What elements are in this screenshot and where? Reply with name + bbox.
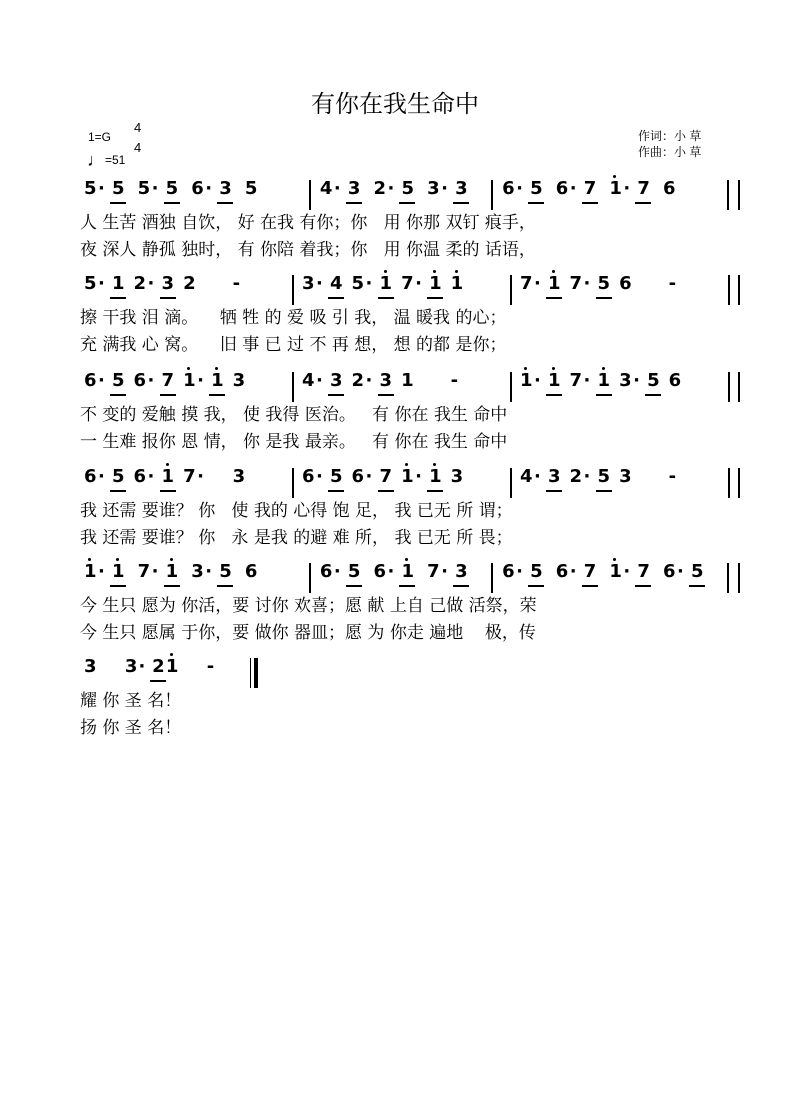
augmentation-dot: ·: [534, 466, 541, 487]
note-digit: 1: [165, 656, 179, 677]
note-digit: 4: [520, 466, 533, 487]
note-digit: 6: [191, 178, 204, 199]
note-digit: 5: [647, 370, 660, 391]
note-digit: 3: [379, 370, 393, 391]
note-digit: 7: [401, 273, 414, 294]
barline: [728, 468, 730, 498]
barline-end: [738, 372, 740, 402]
underline-beam: [528, 585, 544, 587]
underline-beam: [110, 585, 126, 587]
note-digit: 6: [133, 370, 147, 391]
augmentation-dot: ·: [98, 273, 105, 294]
augmentation-dot: ·: [633, 370, 640, 391]
barline: [309, 563, 311, 593]
note-digit: 5: [112, 370, 125, 391]
score-system: [0, 180, 790, 260]
lyric-line-1: 人 生苦 酒独 自饮， 好 在我 有你；你 用 你那 双钉 痕手，: [80, 213, 536, 233]
note-digit: 7: [637, 178, 650, 199]
note-digit: 5: [530, 178, 543, 199]
note-digit: 7: [520, 273, 533, 294]
extension-dash: -: [450, 370, 459, 391]
score-system: [0, 275, 790, 355]
score-system: [0, 468, 790, 548]
note-digit: 1: [548, 273, 561, 294]
underline-beam: [378, 394, 394, 396]
note-digit: 6: [84, 466, 97, 487]
augmentation-dot: ·: [623, 178, 631, 199]
note-digit: 3: [302, 273, 315, 294]
augmentation-dot: ·: [441, 178, 448, 199]
song-title: 有你在我生命中: [311, 90, 479, 118]
note-digit: 6: [351, 466, 365, 487]
note-digit: 7: [183, 466, 196, 487]
lyric-line-2: 夜 深人 静孤 独时， 有 你陪 着我；你 用 你温 柔的 话语，: [80, 240, 536, 260]
augmentation-dot: ·: [98, 466, 105, 487]
note-digit: 6: [555, 561, 569, 582]
underline-beam: [160, 297, 176, 299]
note-digit: 3: [347, 178, 361, 199]
underline-beam: [645, 394, 661, 396]
note-digit: 1: [165, 561, 179, 582]
augmentation-dot: ·: [365, 466, 373, 487]
note-digit: 7: [379, 466, 393, 487]
underline-beam: [689, 585, 705, 587]
barline: [728, 275, 730, 305]
final-barline-thin: [250, 658, 252, 688]
score-system: [0, 658, 790, 738]
augmentation-dot: ·: [333, 178, 341, 199]
note-digit: 6: [373, 561, 386, 582]
augmentation-dot: ·: [197, 370, 204, 391]
augmentation-dot: ·: [415, 273, 422, 294]
augmentation-dot: ·: [569, 561, 577, 582]
note-digit: 2: [183, 273, 196, 294]
note-digit: 2: [373, 178, 386, 199]
underline-beam: [635, 585, 651, 587]
augmentation-dot: ·: [147, 370, 155, 391]
barline: [728, 372, 730, 402]
barline: [491, 563, 493, 593]
note-digit: 2: [152, 656, 165, 677]
note-digit: 6: [84, 370, 97, 391]
note-digit: 1: [450, 273, 464, 294]
note-digit: 5: [137, 178, 151, 199]
augmentation-dot: ·: [316, 370, 323, 391]
note-digit: 1: [84, 561, 97, 582]
note-digit: 7: [583, 561, 597, 582]
note-digit: 1: [429, 466, 442, 487]
note-digit: 3: [232, 466, 246, 487]
augmentation-dot: ·: [98, 178, 105, 199]
note-digit: 3: [619, 466, 632, 487]
note-digit: 5: [112, 178, 125, 199]
composer-credit: 作曲：小 草: [638, 145, 702, 159]
barline: [309, 180, 311, 210]
underline-beam: [164, 202, 180, 204]
underline-beam: [150, 680, 166, 682]
time-signature-denominator: 4: [134, 140, 142, 155]
underline-beam: [635, 202, 651, 204]
note-digit: 6: [302, 466, 315, 487]
underline-beam: [217, 202, 233, 204]
note-digit: 4: [319, 178, 333, 199]
barline: [510, 275, 512, 305]
augmentation-dot: ·: [387, 561, 395, 582]
lyric-line-2: 我 还需 要谁？ 你 永 是我 的避 难 所， 我 已无 所 畏；: [80, 528, 513, 548]
underline-beam: [453, 202, 469, 204]
lyric-line-1: 擦 干我 泪 滴。 牺 牲 的 爱 吸 引 我， 温 暖我 的心；: [80, 308, 507, 328]
note-digit: 1: [520, 370, 533, 391]
underline-beam: [110, 202, 126, 204]
lyric-line-1: 耀 你 圣 名！: [80, 691, 182, 711]
note-digit: 2: [133, 273, 147, 294]
underline-beam: [582, 202, 598, 204]
note-digit: 5: [401, 178, 414, 199]
note-digit: 7: [137, 561, 151, 582]
note-digit: 1: [112, 561, 125, 582]
underline-beam: [209, 394, 225, 396]
augmentation-dot: ·: [387, 178, 395, 199]
note-digit: 1: [183, 370, 196, 391]
lyric-line-2: 今 生只 愿属 于你，要 做你 器皿；愿 为 你走 遍地 极，传: [80, 623, 536, 643]
note-digit: 3: [219, 178, 232, 199]
note-digit: 3: [161, 273, 175, 294]
underline-beam: [546, 394, 562, 396]
underline-beam: [378, 490, 394, 492]
note-digit: 6: [502, 178, 515, 199]
note-digit: 6: [133, 466, 147, 487]
note-digit: 5: [330, 466, 343, 487]
lyric-line-1: 不 变的 爱触 摸 我， 使 我得 医治。 有 你在 我生 命中: [80, 405, 508, 425]
underline-beam: [596, 490, 612, 492]
note-digit: 5: [597, 273, 611, 294]
underline-beam: [328, 297, 344, 299]
note-digit: 6: [619, 273, 632, 294]
underline-beam: [160, 490, 176, 492]
augmentation-dot: ·: [569, 178, 577, 199]
augmentation-dot: ·: [147, 273, 155, 294]
lyric-line-2: 扬 你 圣 名！: [80, 718, 182, 738]
note-digit: 3: [124, 656, 138, 677]
lyricist-credit: 作词：小 草: [638, 129, 702, 143]
augmentation-dot: ·: [623, 561, 631, 582]
augmentation-dot: ·: [197, 466, 204, 487]
barline: [292, 275, 294, 305]
note-digit: 2: [569, 466, 583, 487]
note-digit: 5: [530, 561, 543, 582]
key-signature: 1=G: [88, 130, 112, 144]
lyric-line-2: 充 满我 心 窝。 旧 事 已 过 不 再 想， 想 的都 是你；: [80, 335, 507, 355]
barline: [491, 180, 493, 210]
note-digit: 3: [548, 466, 561, 487]
final-barline-thick: [254, 658, 258, 688]
note-digit: 1: [429, 273, 442, 294]
note-digit: 1: [597, 370, 611, 391]
note-digit: 6: [502, 561, 515, 582]
augmentation-dot: ·: [205, 561, 213, 582]
note-digit: 6: [662, 561, 676, 582]
underline-beam: [346, 202, 362, 204]
barline: [292, 468, 294, 498]
augmentation-dot: ·: [151, 178, 159, 199]
note-digit: 1: [401, 561, 414, 582]
note-digit: 3: [455, 178, 468, 199]
note-digit: 3: [450, 466, 464, 487]
note-digit: 3: [330, 370, 343, 391]
note-digit: 7: [569, 273, 583, 294]
note-digit: 1: [161, 466, 175, 487]
lyric-line-1: 我 还需 要谁？ 你 使 我的 心得 饱 足， 我 已无 所 谓；: [80, 501, 513, 521]
note-digit: 3: [455, 561, 468, 582]
barline-end: [738, 180, 740, 210]
augmentation-dot: ·: [583, 273, 591, 294]
barline-end: [738, 563, 740, 593]
underline-beam: [328, 394, 344, 396]
underline-beam: [378, 297, 394, 299]
note-digit: 7: [583, 178, 597, 199]
underline-beam: [427, 297, 443, 299]
barline: [727, 563, 729, 593]
underline-beam: [346, 585, 362, 587]
note-digit: 6: [668, 370, 682, 391]
note-digit: 1: [609, 561, 622, 582]
augmentation-dot: ·: [365, 370, 373, 391]
time-signature-numerator: 4: [134, 120, 142, 135]
note-digit: 4: [302, 370, 315, 391]
note-digit: 3: [84, 656, 97, 677]
note-digit: 3: [191, 561, 204, 582]
note-digit: 5: [84, 273, 97, 294]
augmentation-dot: ·: [534, 273, 541, 294]
barline-end: [738, 275, 740, 305]
note-digit: 1: [112, 273, 125, 294]
note-digit: 3: [619, 370, 632, 391]
augmentation-dot: ·: [316, 273, 323, 294]
underline-beam: [399, 202, 415, 204]
augmentation-dot: ·: [151, 561, 159, 582]
augmentation-dot: ·: [415, 466, 422, 487]
note-digit: 6: [244, 561, 258, 582]
underline-beam: [217, 585, 233, 587]
underline-beam: [110, 490, 126, 492]
underline-beam: [546, 297, 562, 299]
augmentation-dot: ·: [583, 370, 591, 391]
score-system: [0, 372, 790, 452]
barline: [510, 468, 512, 498]
augmentation-dot: ·: [516, 561, 523, 582]
augmentation-dot: ·: [441, 561, 448, 582]
augmentation-dot: ·: [98, 561, 105, 582]
note-digit: 1: [401, 370, 414, 391]
note-digit: 7: [161, 370, 175, 391]
barline: [292, 372, 294, 402]
augmentation-dot: ·: [333, 561, 341, 582]
barline: [510, 372, 512, 402]
augmentation-dot: ·: [138, 656, 146, 677]
augmentation-dot: ·: [534, 370, 541, 391]
note-digit: 5: [690, 561, 704, 582]
note-digit: 1: [401, 466, 414, 487]
note-digit: 6: [319, 561, 333, 582]
extension-dash: -: [206, 656, 215, 677]
note-digit: 1: [211, 370, 224, 391]
underline-beam: [596, 297, 612, 299]
underline-beam: [399, 585, 415, 587]
note-digit: 5: [597, 466, 611, 487]
lyric-line-2: 一 生难 报你 恩 情， 你 是我 最亲。 有 你在 我生 命中: [80, 432, 508, 452]
note-digit: 2: [351, 370, 365, 391]
note-digit: 7: [637, 561, 650, 582]
tempo-marking: [87, 150, 125, 171]
augmentation-dot: ·: [676, 561, 684, 582]
augmentation-dot: ·: [516, 178, 523, 199]
note-digit: 1: [548, 370, 561, 391]
quarter-note-icon: ♩: [87, 150, 105, 170]
note-digit: 3: [427, 178, 440, 199]
underline-beam: [328, 490, 344, 492]
underline-beam: [427, 490, 443, 492]
extension-dash: -: [668, 466, 677, 487]
score-system: [0, 563, 790, 643]
underline-beam: [528, 202, 544, 204]
barline: [727, 180, 729, 210]
note-digit: 1: [609, 178, 622, 199]
extension-dash: -: [232, 273, 241, 294]
note-digit: 6: [555, 178, 569, 199]
augmentation-dot: ·: [583, 466, 591, 487]
underline-beam: [596, 394, 612, 396]
note-digit: 5: [219, 561, 232, 582]
note-digit: 5: [165, 178, 179, 199]
underline-beam: [164, 585, 180, 587]
underline-beam: [110, 394, 126, 396]
note-digit: 7: [427, 561, 440, 582]
augmentation-dot: ·: [316, 466, 323, 487]
note-digit: 5: [347, 561, 361, 582]
lyric-line-1: 今 生只 愿为 你活，要 讨你 欢喜；愿 献 上自 己做 活祭，荣: [80, 596, 537, 616]
note-digit: 5: [351, 273, 365, 294]
underline-beam: [160, 394, 176, 396]
note-digit: 3: [232, 370, 246, 391]
augmentation-dot: ·: [365, 273, 373, 294]
note-digit: 7: [569, 370, 583, 391]
tempo-value: =51: [105, 153, 126, 167]
augmentation-dot: ·: [147, 466, 155, 487]
underline-beam: [453, 585, 469, 587]
note-digit: 6: [662, 178, 676, 199]
note-digit: 4: [330, 273, 343, 294]
underline-beam: [110, 297, 126, 299]
augmentation-dot: ·: [205, 178, 213, 199]
barline-end: [738, 468, 740, 498]
extension-dash: -: [668, 273, 677, 294]
note-digit: 1: [379, 273, 393, 294]
underline-beam: [582, 585, 598, 587]
note-digit: 5: [84, 178, 97, 199]
note-digit: 5: [244, 178, 258, 199]
underline-beam: [546, 490, 562, 492]
note-digit: 5: [112, 466, 125, 487]
augmentation-dot: ·: [98, 370, 105, 391]
